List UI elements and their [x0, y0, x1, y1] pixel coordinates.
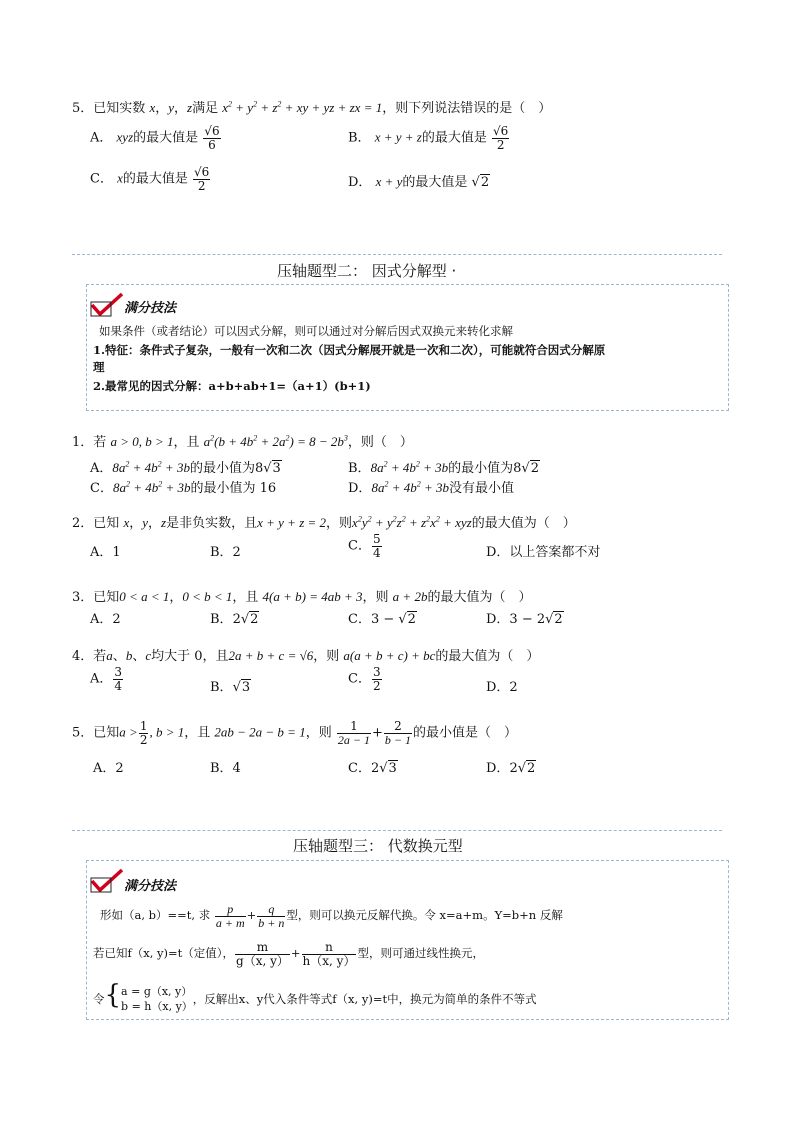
option-text: 的最大值是: [402, 175, 468, 190]
option-label: B．: [348, 130, 371, 146]
question-2: 2．已知 x，y，z是非负实数，且x + y + z = 2，则$x^2y^2 + y^2z^2 + z^2x^2$ + xyz的最大值为（ ）: [72, 514, 576, 531]
option-a: A．1: [90, 545, 121, 560]
section-title: 压轴题型二： 因式分解型 ·: [277, 262, 457, 280]
option-label: A．: [90, 130, 113, 146]
section-title: 压轴题型三： 代数换元型: [293, 837, 463, 855]
option-d: D．3 − 2√2: [486, 612, 563, 627]
question-3: 3．已知0 < a < 1，0 < b < 1，且 4(a + b) = 4ab + 3，则 a + 2b的最大值为（ ）: [72, 589, 532, 605]
option-c: C． $\frac{5}{4}$: [348, 532, 381, 560]
question-5: 5．已知a > $\frac{1}{2}$ , b > 1，且 2ab − 2a − b = 1，则 $\frac{1}{2a - 1}$ + $\frac{2}{b - 1}$ 的最小值是（ ）: [72, 719, 517, 747]
question-number: 3．: [72, 590, 94, 605]
option-text: 的最大值是: [122, 171, 188, 187]
brace: {: [104, 980, 122, 1010]
section-divider: [72, 254, 722, 255]
option-d: D．以上答案都不对: [486, 545, 601, 560]
option-b: B．2√2: [210, 612, 259, 627]
math: xyz: [116, 129, 134, 145]
fraction: $\frac{√6}{6}$: [204, 124, 220, 152]
math: x: [149, 100, 156, 115]
question-number: 4．: [72, 649, 94, 664]
option-label: C．: [90, 171, 113, 187]
technique-line: 形如（a, b）==t, 求 $\frac{p}{a + m}$ + $\frac{q}{b + n}$ 型，则可以换元反解代换。令 x=a+m。Y=b+n 反解: [100, 902, 563, 930]
math: z: [187, 100, 193, 115]
technique-line: 若已知f（x, y)=t（定值）， $\frac{m}{g(x, y)}$ + $\frac{n}{h(x, y)}$ 型，则可通过线性换元，: [93, 940, 484, 968]
option-d: D．$8a^2 + 4b^2 + 3b$没有最小值: [348, 479, 515, 496]
technique-line: 理: [93, 360, 105, 374]
question-number: 5．: [72, 725, 94, 741]
option-d: D．2: [486, 680, 518, 695]
option-a: A．2: [93, 761, 124, 776]
option-c: C．2√3: [348, 761, 397, 776]
fraction: $\frac{√6}{2}$: [493, 124, 509, 152]
top-question-5: 5．已知实数 x，y，z满足 $x^2 + y^2 + z^2$ + xy + yz + zx = 1，则下列说法错误的是（ ）: [72, 99, 552, 116]
stem-text: ，则（ ）: [347, 435, 413, 450]
option-text: 的最大值是: [133, 130, 199, 146]
option-b: [348, 125, 510, 151]
math: y: [168, 100, 175, 115]
stem-text: ，则下列说法错误的是（ ）: [382, 101, 552, 116]
math-condition: $x^2 + y^2 + z^2$ + xy + yz + zx = 1: [222, 99, 383, 115]
option-b: B．$8a^2 + 4b^2 + 3b$的最小值为8√2: [348, 459, 539, 476]
question-4: 4．若a、b、c均大于 0，且2a + b + c = √6，则 a(a + b + c) + bc的最大值为（ ）: [72, 648, 540, 664]
math: x + y: [375, 174, 403, 189]
option-c: C．3 − √2: [348, 612, 416, 627]
fraction: $\frac{√6}{2}$: [194, 165, 210, 193]
math: √2: [471, 175, 490, 190]
option-a: [90, 125, 222, 151]
option-a: A． $\frac{3}{4}$: [90, 665, 123, 693]
stem-text: 已知实数: [93, 101, 146, 116]
technique-line: 令{ a = g（x, y） b = h（x, y） ，反解出x、y代入条件等式f（x, y)=t中，换元为简单的条件不等式: [93, 980, 537, 1013]
option-b: B．4: [210, 761, 241, 776]
question-number: 1．: [72, 435, 94, 450]
option-b: B．√3: [210, 680, 251, 695]
technique-label: 满分技法: [124, 301, 177, 316]
option-a: A．2: [90, 612, 121, 627]
option-a: A．$8a^2 + 4b^2 + 3b$的最小值为8√3: [90, 459, 281, 476]
stem-text: 若: [93, 435, 107, 450]
option-c: [90, 166, 211, 192]
option-label: D．: [348, 175, 372, 190]
option-c: C．$8a^2 + 4b^2 + 3b$的最小值为 16: [90, 479, 277, 496]
check-icon: [90, 868, 126, 894]
option-d: [348, 171, 490, 190]
math-condition: $a^2(b + 4b^2 + 2a^2) = 8 - 2b^3$: [203, 433, 348, 449]
math: x + y + z: [374, 129, 422, 145]
question-number: 5．: [72, 101, 94, 116]
option-c: C． $\frac{3}{2}$: [348, 665, 381, 693]
option-b: B．2: [210, 545, 241, 560]
technique-line: 2.最常见的因式分解：a+b+ab+1=（a+1）(b+1): [93, 379, 371, 393]
option-d: D．2√2: [486, 761, 536, 776]
question-1: 1．若 a > 0, b > 1，且 $a^2(b + 4b^2 + 2a^2) = 8 - 2b^3$，则（ ）: [72, 433, 413, 450]
question-number: 2．: [72, 516, 94, 531]
option-text: 的最大值是: [421, 130, 487, 146]
math-condition: a > 0, b > 1: [110, 434, 174, 449]
technique-line: 1.特征：条件式子复杂，一般有一次和二次（因式分解展开就是一次和二次），可能就符合因式分解原: [93, 343, 606, 357]
section-divider: [72, 830, 722, 831]
stem-text: 满足: [192, 101, 219, 116]
check-icon: [90, 292, 126, 318]
technique-line: 如果条件（或者结论）可以因式分解，则可以通过对分解后因式双换元来转化求解: [99, 324, 513, 338]
technique-label: 满分技法: [124, 879, 177, 894]
math: x: [117, 170, 123, 186]
